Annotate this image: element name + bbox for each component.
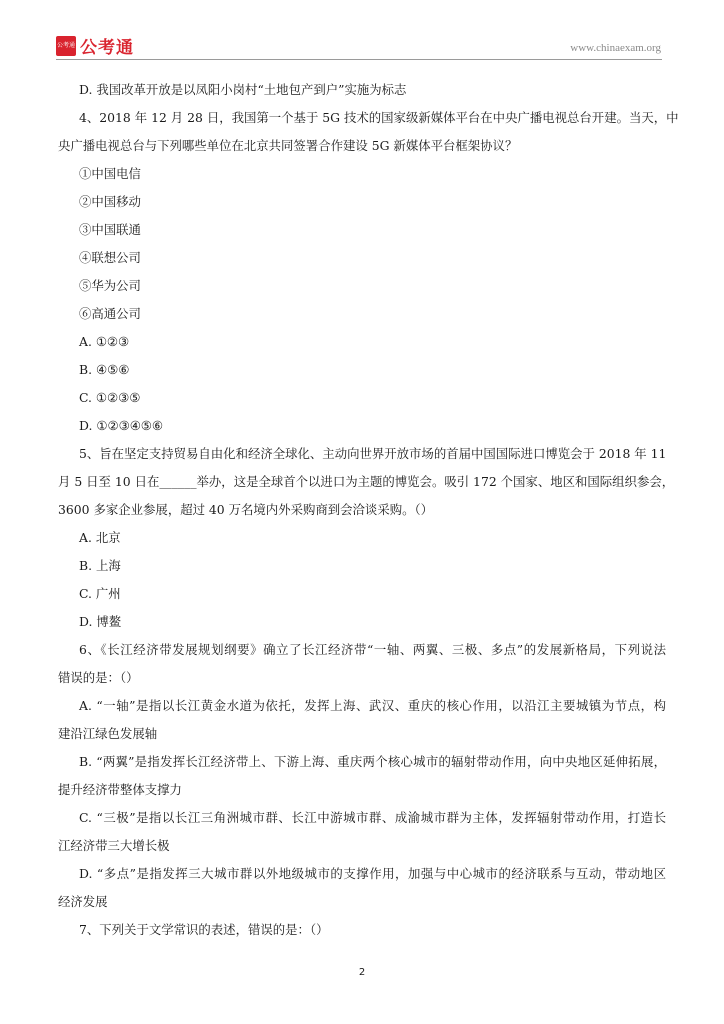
q4-item-6: ⑥高通公司 [79, 306, 141, 321]
q4-option-c: C. ①②③⑤ [79, 390, 141, 405]
q6-option-a-line-2: 建沿江绿色发展轴 [58, 726, 158, 741]
q5-option-d: D. 博鳌 [79, 614, 122, 629]
logo-text: 公考通 [80, 38, 134, 58]
q6-option-d-line-1: D. “多点”是指发挥三大城市群以外地级城市的支撑作用，加强与中心城市的经济联系与互动，带动地区 [79, 866, 666, 881]
document-body [58, 76, 679, 944]
site-url[interactable]: www.chinaexam.org [570, 42, 661, 54]
q6-option-c-line-1: C. “三极”是指以长江三角洲城市群、长江中游城市群、成渝城市群为主体，发挥辐射带动作用，打造长 [79, 810, 666, 825]
q4-item-2: ②中国移动 [79, 194, 141, 209]
q4-item-1: ①中国电信 [79, 166, 141, 181]
q4-item-3: ③中国联通 [79, 222, 141, 237]
q5-stem-line-1: 5、旨在坚定支持贸易自由化和经济全球化、主动向世界开放市场的首届中国国际进口博览会于 2018 年 11 [79, 446, 667, 461]
q6-option-c-line-2: 江经济带三大增长极 [58, 838, 170, 853]
q5-option-a: A. 北京 [79, 530, 121, 545]
q4-stem-line-2: 央广播电视总台与下列哪些单位在北京共同签署合作建设 5G 新媒体平台框架协议？ [58, 138, 518, 153]
q5-option-b: B. 上海 [79, 558, 121, 573]
q6-option-b-line-1: B. “两翼”是指发挥长江经济带上、下游上海、重庆两个核心城市的辐射带动作用，向中央地区延伸拓展， [79, 754, 666, 769]
q4-option-b: B. ④⑤⑥ [79, 362, 130, 377]
q7-stem: 7、下列关于文学常识的表述，错误的是：（） [79, 922, 329, 937]
q4-item-5: ⑤华为公司 [79, 278, 141, 293]
q5-stem-line-3: 3600 多家企业参展，超过 40 万名境内外采购商到会洽谈采购。（） [58, 502, 434, 517]
q4-option-a: A. ①②③ [79, 334, 130, 349]
q4-option-d: D. ①②③④⑤⑥ [79, 418, 164, 433]
q6-stem-line-2: 错误的是：（） [58, 670, 139, 685]
header-divider [56, 59, 662, 60]
q6-option-a-line-1: A. “一轴”是指以长江黄金水道为依托，发挥上海、武汉、重庆的核心作用，以沿江主要城镇为节点，构 [79, 698, 666, 713]
q6-stem-line-1: 6、《长江经济带发展规划纲要》确立了长江经济带“一轴、两翼、三极、多点”的发展新格局，下列说法 [79, 642, 666, 657]
page-header [0, 0, 724, 60]
q6-option-b-line-2: 提升经济带整体支撑力 [58, 782, 182, 797]
q4-item-4: ④联想公司 [79, 250, 141, 265]
q4-stem-line-1: 4、2018 年 12 月 28 日，我国第一个基于 5G 技术的国家级新媒体平台在中央广播电视总台开建。当天，中 [79, 110, 679, 125]
q3-option-d: D. 我国改革开放是以凤阳小岗村“土地包产到户”实施为标志 [79, 82, 407, 97]
q6-option-d-line-2: 经济发展 [58, 894, 108, 909]
logo-badge-icon: 公考通 [56, 36, 76, 56]
page-number: 2 [358, 967, 366, 978]
q5-stem-line-2: 月 5 日至 10 日在______举办，这是全球首个以进口为主题的博览会。吸引 172 个国家、地区和国际组织参会， [58, 474, 675, 489]
q5-option-c: C. 广州 [79, 586, 121, 601]
brand-logo[interactable] [56, 33, 134, 58]
